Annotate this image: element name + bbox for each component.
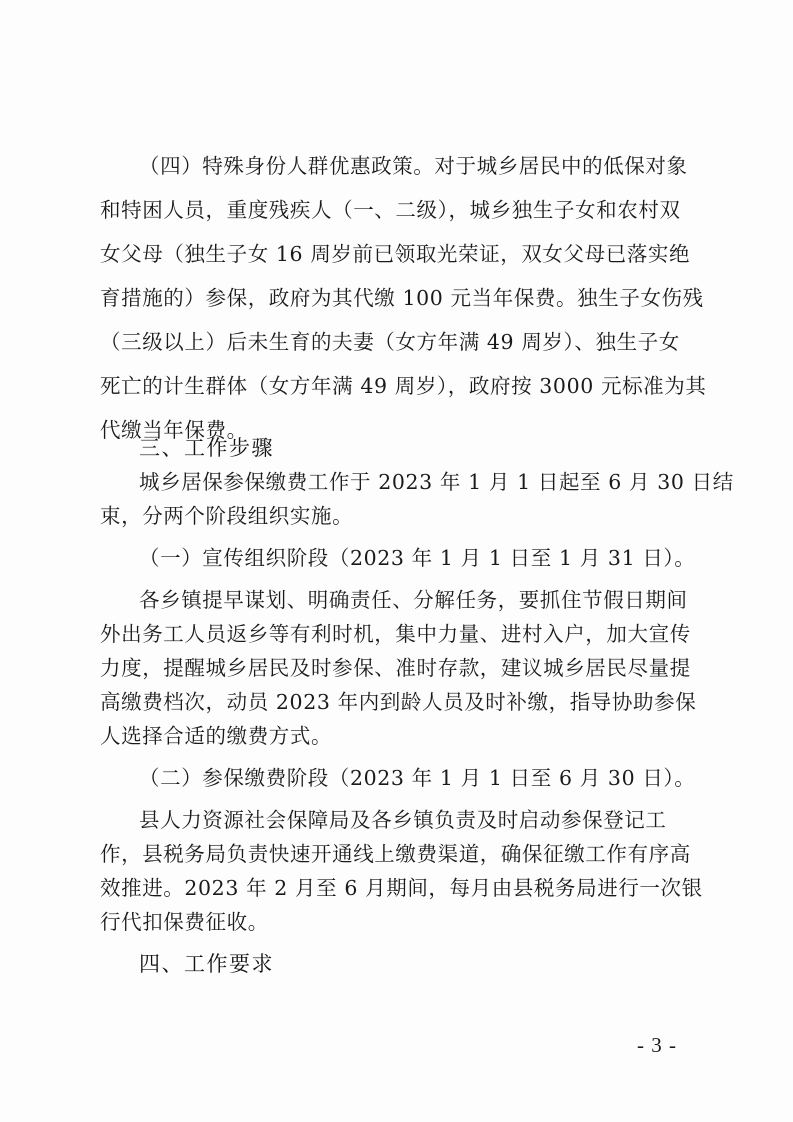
text-line: 县人力资源社会保障局及各乡镇负责及时启动参保登记工 <box>139 808 667 832</box>
page-number: - 3 - <box>637 1033 677 1057</box>
text-line: 效推进。2023 年 2 月至 6 月期间，每月由县税务局进行一次银 <box>100 876 703 900</box>
text-line: 各乡镇提早谋划、明确责任、分解任务，要抓住节假日期间 <box>139 588 688 612</box>
text-line: （四）特殊身份人群优惠政策。对于城乡居民中的低保对象 <box>139 154 688 178</box>
subsection-heading-publicity-stage: （一）宣传组织阶段（2023 年 1 月 1 日至 1 月 31 日）。 <box>139 546 696 570</box>
text-line: （三级以上）后未生育的夫妻（女方年满 49 周岁）、独生子女 <box>100 330 680 354</box>
text-line: 行代扣保费征收。 <box>100 910 269 934</box>
text-line: 代缴当年保费。 <box>100 418 248 442</box>
text-line: 高缴费档次，动员 2023 年内到龄人员及时补缴，指导协助参保 <box>100 690 697 714</box>
text-line: 和特困人员，重度残疾人（一、二级），城乡独生子女和农村双 <box>100 198 681 222</box>
text-line: 束，分两个阶段组织实施。 <box>100 504 354 528</box>
text-line: 力度，提醒城乡居民及时参保、准时存款，建议城乡居民尽量提 <box>100 656 691 680</box>
text-line: 外出务工人员返乡等有利时机，集中力量、进村入户，加大宣传 <box>100 622 691 646</box>
subsection-heading-payment-stage: （二）参保缴费阶段（2023 年 1 月 1 日至 6 月 30 日）。 <box>139 766 696 790</box>
text-line: 女父母（独生子女 16 周岁前已领取光荣证，双女父母已落实绝 <box>100 242 691 266</box>
text-line: 死亡的计生群体（女方年满 49 周岁），政府按 3000 元标准为其 <box>100 374 707 398</box>
text-line: 育措施的）参保，政府为其代缴 100 元当年保费。独生子女伤残 <box>100 286 704 310</box>
text-line: 人选择合适的缴费方式。 <box>100 724 333 748</box>
text-line: 作，县税务局负责快速开通线上缴费渠道，确保征缴工作有序高 <box>100 842 691 866</box>
section-heading-work-steps: 三、工作步骤 <box>139 436 274 460</box>
text-line: 城乡居保参保缴费工作于 2023 年 1 月 1 日起至 6 月 30 日结 <box>139 470 734 494</box>
section-heading-work-requirements: 四、工作要求 <box>139 952 274 976</box>
